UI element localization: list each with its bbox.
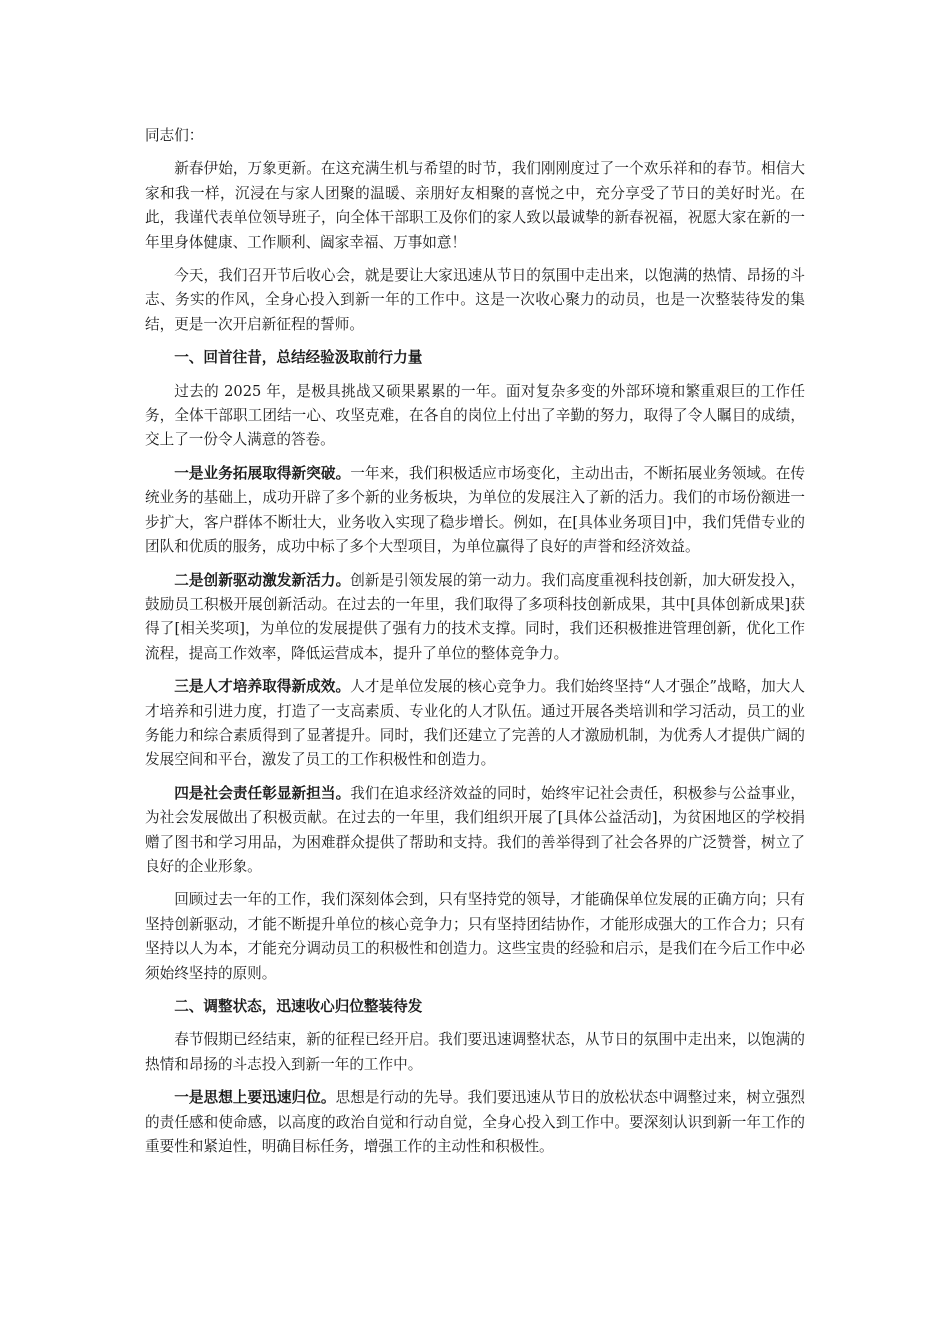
paragraph-lead: 三是人才培养取得新成效。 [174, 678, 351, 696]
paragraph-talent [145, 675, 805, 773]
paragraph-body: 人才是单位发展的核心竞争力。我们始终坚持“人才强企”战略，加大人才培养和引进力度，打造了一支高素质、专业化的人才队伍。通过开展各类培训和学习活动，员工的业务能力和综合素质得到了显著提升。同时，我们还建立了完善的人才激励机制，为优秀人才提供广阔的发展空间和平台，激发了员工的工作积极性和创造力。 [145, 678, 805, 769]
paragraph-body: 我们在追求经济效益的同时，始终牢记社会责任，积极参与公益事业，为社会发展做出了积极贡献。在过去的一年里，我们组织开展了[具体公益活动]，为贫困地区的学校捐赠了图书和学习用品，为困难群众提供了帮助和支持。我们的善举得到了社会各界的广泛赞誉，树立了良好的企业形象。 [145, 784, 805, 875]
document-body [145, 124, 805, 1168]
paragraph-lead: 一是思想上要迅速归位。 [174, 1089, 336, 1107]
paragraph-meeting-purpose: 今天，我们召开节后收心会，就是要让大家迅速从节日的氛围中走出来，以饱满的热情、昂扬的斗志、务实的作风，全身心投入到新一年的工作中。这是一次收心聚力的动员，也是一次整装待发的集结，更是一次开启新征程的誓师。 [145, 267, 805, 333]
paragraph-lead: 二是创新驱动激发新活力。 [174, 571, 351, 589]
paragraph-mindset [145, 1086, 805, 1159]
paragraph-body: 创新是引领发展的第一动力。我们高度重视科技创新，加大研发投入，鼓励员工积极开展创新活动。在过去的一年里，我们取得了多项科技创新成果，其中[具体创新成果]获得了[相关奖项]，为单位的发展提供了强有力的技术支撑。同时，我们还积极推进管理创新，优化工作流程，提高工作效率，降低运营成本，提升了单位的整体竞争力。 [145, 571, 805, 662]
paragraph-new-year-greeting: 新春伊始，万象更新。在这充满生机与希望的时节，我们刚刚度过了一个欢乐祥和的春节。相信大家和我一样，沉浸在与家人团聚的温暖、亲朋好友相聚的喜悦之中，充分享受了节日的美好时光。在此，我谨代表单位领导班子，向全体干部职工及你们的家人致以最诚挚的新春祝福，祝愿大家在新的一年里身体健康、工作顺利、阖家幸福、万事如意！ [145, 160, 805, 251]
paragraph-innovation [145, 569, 805, 667]
paragraph-body: 一年来，我们积极适应市场变化，主动出击，不断拓展业务领域。在传统业务的基础上，成功开辟了多个新的业务板块，为单位的发展注入了新的活力。我们的市场份额进一步扩大，客户群体不断壮大，业务收入实现了稳步增长。例如，在[具体业务项目]中，我们凭借专业的团队和优质的服务，成功中标了多个大型项目，为单位赢得了良好的声誉和经济效益。 [145, 464, 805, 556]
paragraph-lead: 一是业务拓展取得新突破。 [174, 464, 351, 482]
paragraph-body: 思想是行动的先导。我们要迅速从节日的放松状态中调整过来，树立强烈的责任感和使命感，以高度的政治自觉和行动自觉，全身心投入到工作中。要深刻认识到新一年工作的重要性和紧迫性，明确目标任务，增强工作的主动性和积极性。 [145, 1089, 805, 1156]
paragraph-year-review: 过去的 2025 年，是极具挑战又硕果累累的一年。面对复杂多变的外部环境和繁重艰巨的工作任务，全体干部职工团结一心、攻坚克难，在各自的岗位上付出了辛勤的努力，取得了令人瞩目的成绩，交上了一份令人满意的答卷。 [145, 382, 805, 449]
paragraph-experience-summary: 回顾过去一年的工作，我们深刻体会到，只有坚持党的领导，才能确保单位发展的正确方向；只有坚持创新驱动，才能不断提升单位的核心竞争力；只有坚持团结协作，才能形成强大的工作合力；只有坚持以人为本，才能充分调动员工的积极性和创造力。这些宝贵的经验和启示，是我们在今后工作中必须始终坚持的原则。 [145, 891, 805, 982]
paragraph-business-expansion [145, 462, 805, 560]
section-heading-2: 二、调整状态，迅速收心归位整装待发 [174, 998, 423, 1015]
paragraph-social-responsibility [145, 782, 805, 880]
paragraph-lead: 四是社会责任彰显新担当。 [174, 784, 351, 802]
section-heading-1: 一、回首往昔，总结经验汲取前行力量 [174, 349, 423, 367]
paragraph-adjust-state: 春节假期已经结束，新的征程已经开启。我们要迅速调整状态，从节日的氛围中走出来，以饱满的热情和昂扬的斗志投入到新一年的工作中。 [145, 1031, 805, 1073]
salutation: 同志们： [145, 127, 204, 144]
